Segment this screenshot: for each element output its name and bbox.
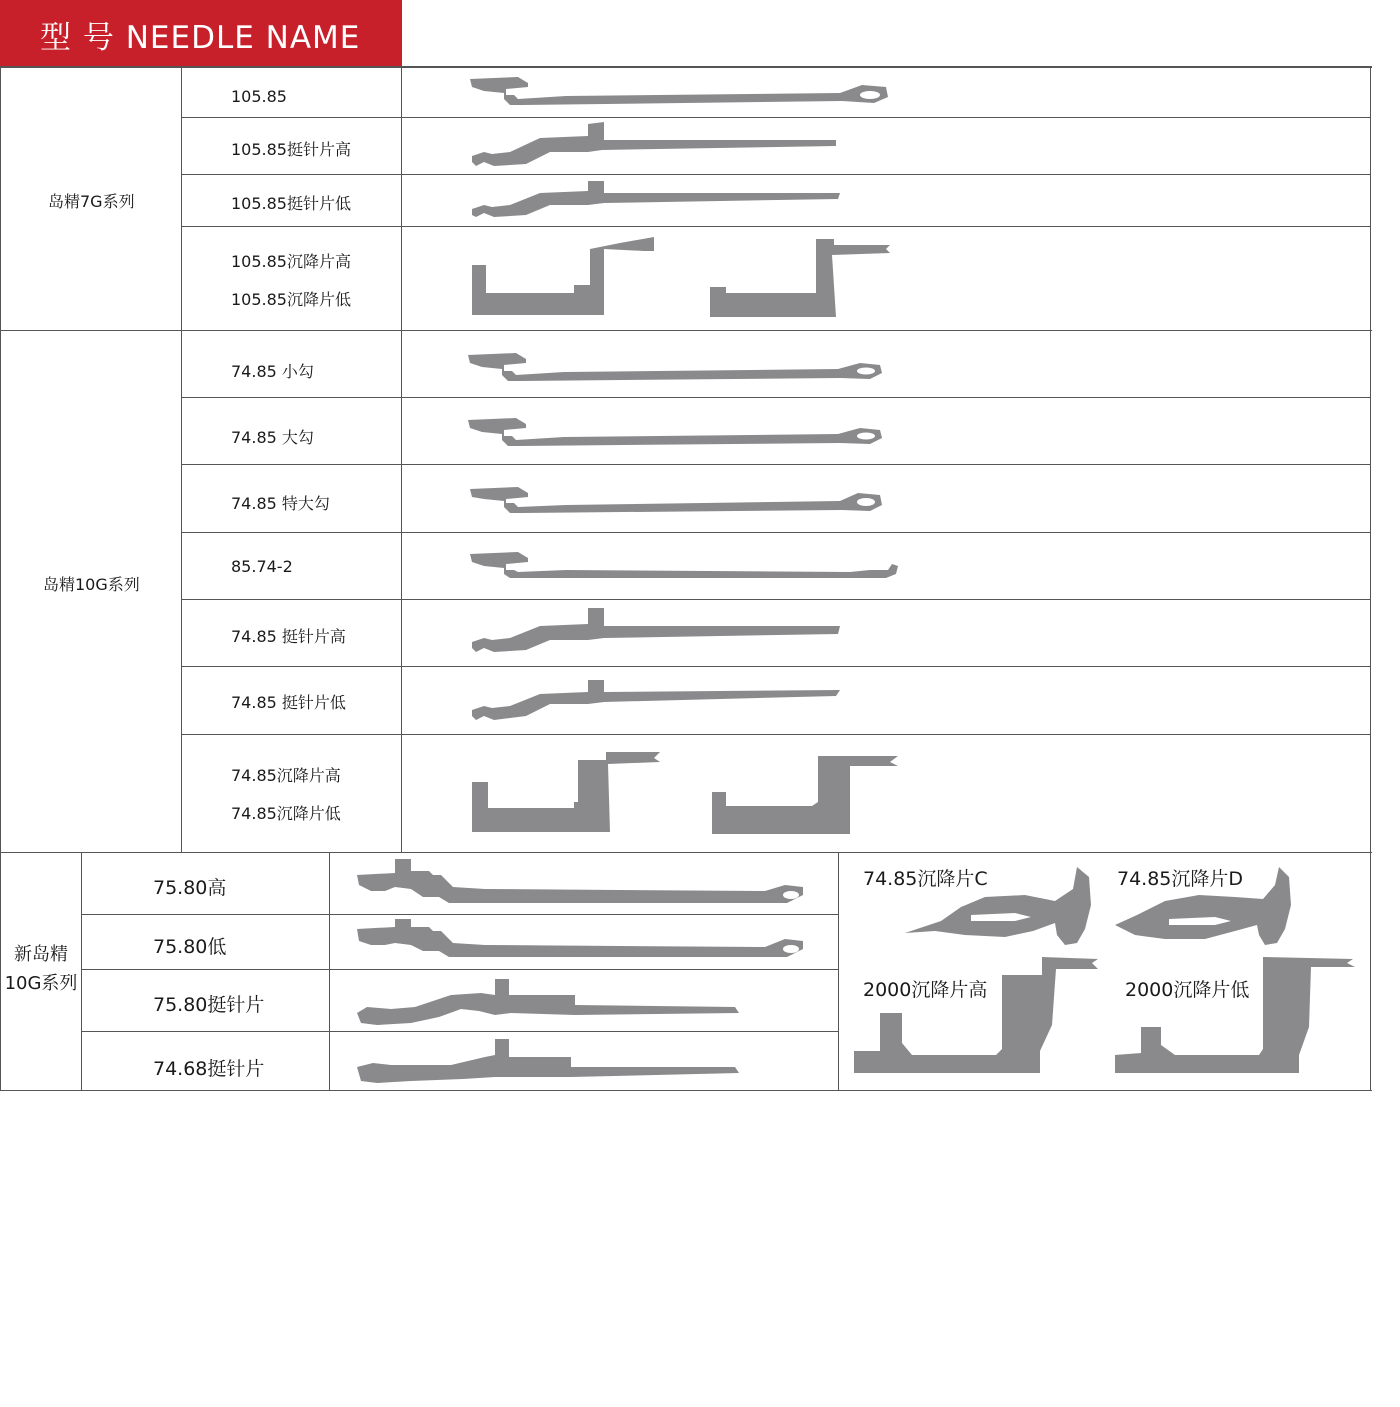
part-label: 105.85挺针片低 — [231, 194, 351, 213]
needle-eye-icon — [470, 485, 890, 515]
divider — [0, 66, 1372, 68]
part-label: 85.74-2 — [231, 557, 293, 576]
jack-low-icon — [470, 680, 842, 724]
divider — [181, 117, 1371, 118]
divider — [81, 969, 839, 970]
part-label: 74.85 小勾 — [231, 362, 314, 381]
part-label: 74.85 特大勾 — [231, 494, 330, 513]
divider — [0, 852, 1372, 853]
divider — [181, 397, 1371, 398]
part-label: 2000沉降片低 — [1125, 979, 1250, 1001]
jack-long-icon — [355, 1037, 741, 1087]
needle-eye-tall-icon — [355, 857, 807, 907]
group-label-line: 10G系列 — [4, 973, 78, 994]
jack-low-icon — [470, 181, 842, 221]
divider — [181, 464, 1371, 465]
sinker-curved-icon — [1115, 865, 1295, 947]
group-label-7g: 岛精7G系列 — [48, 192, 135, 211]
jack-high-icon — [470, 606, 842, 656]
needle-eye-icon — [468, 416, 888, 448]
divider — [81, 1031, 839, 1032]
sinker-pair-icon — [470, 235, 900, 320]
divider — [181, 226, 1371, 227]
group-label-line: 新岛精 — [14, 944, 68, 965]
divider — [329, 852, 330, 1091]
divider — [181, 532, 1371, 533]
needle-eye-icon — [468, 351, 888, 383]
sinker-tall-icon — [1113, 955, 1359, 1077]
part-label: 2000沉降片高 — [863, 979, 988, 1001]
part-label: 75.80低 — [153, 936, 227, 958]
part-label: 74.85 挺针片高 — [231, 627, 346, 646]
part-label: 75.80挺针片 — [153, 994, 265, 1016]
divider — [401, 66, 402, 852]
part-label: 105.85挺针片高 — [231, 140, 351, 159]
group-label-new-10g — [2, 940, 80, 998]
divider — [181, 174, 1371, 175]
part-label: 75.80高 — [153, 877, 227, 899]
part-label: 74.68挺针片 — [153, 1058, 265, 1080]
divider — [81, 914, 839, 915]
part-label: 74.85 大勾 — [231, 428, 314, 447]
divider — [0, 66, 1, 1091]
jack-long-icon — [355, 977, 741, 1029]
divider — [181, 734, 1371, 735]
part-label: 105.85 — [231, 87, 287, 106]
header-banner — [0, 0, 402, 66]
part-label: 105.85沉降片高 — [231, 252, 351, 271]
part-label: 74.85沉降片高 — [231, 766, 341, 785]
needle-hook-icon — [470, 550, 900, 582]
part-label: 74.85沉降片D — [1117, 868, 1244, 890]
sinker-pair-icon — [470, 750, 902, 836]
part-label: 74.85沉降片低 — [231, 804, 341, 823]
part-label: 105.85沉降片低 — [231, 290, 351, 309]
divider — [181, 666, 1371, 667]
jack-high-icon — [470, 122, 840, 168]
divider — [0, 1090, 1372, 1091]
header-title: 型 号 NEEDLE NAME — [40, 20, 361, 56]
needle-eye-tall-icon — [355, 917, 807, 961]
sinker-tall-icon — [852, 955, 1102, 1077]
part-label: 74.85沉降片C — [863, 868, 988, 890]
part-label: 74.85 挺针片低 — [231, 693, 346, 712]
divider — [838, 852, 839, 1091]
divider — [181, 599, 1371, 600]
divider — [1370, 66, 1371, 1091]
sinker-curved-icon — [905, 865, 1095, 947]
divider — [181, 66, 182, 852]
group-label-10g: 岛精10G系列 — [43, 575, 140, 594]
needle-eye-icon — [470, 75, 890, 107]
divider — [81, 852, 82, 1091]
divider — [0, 330, 1372, 331]
